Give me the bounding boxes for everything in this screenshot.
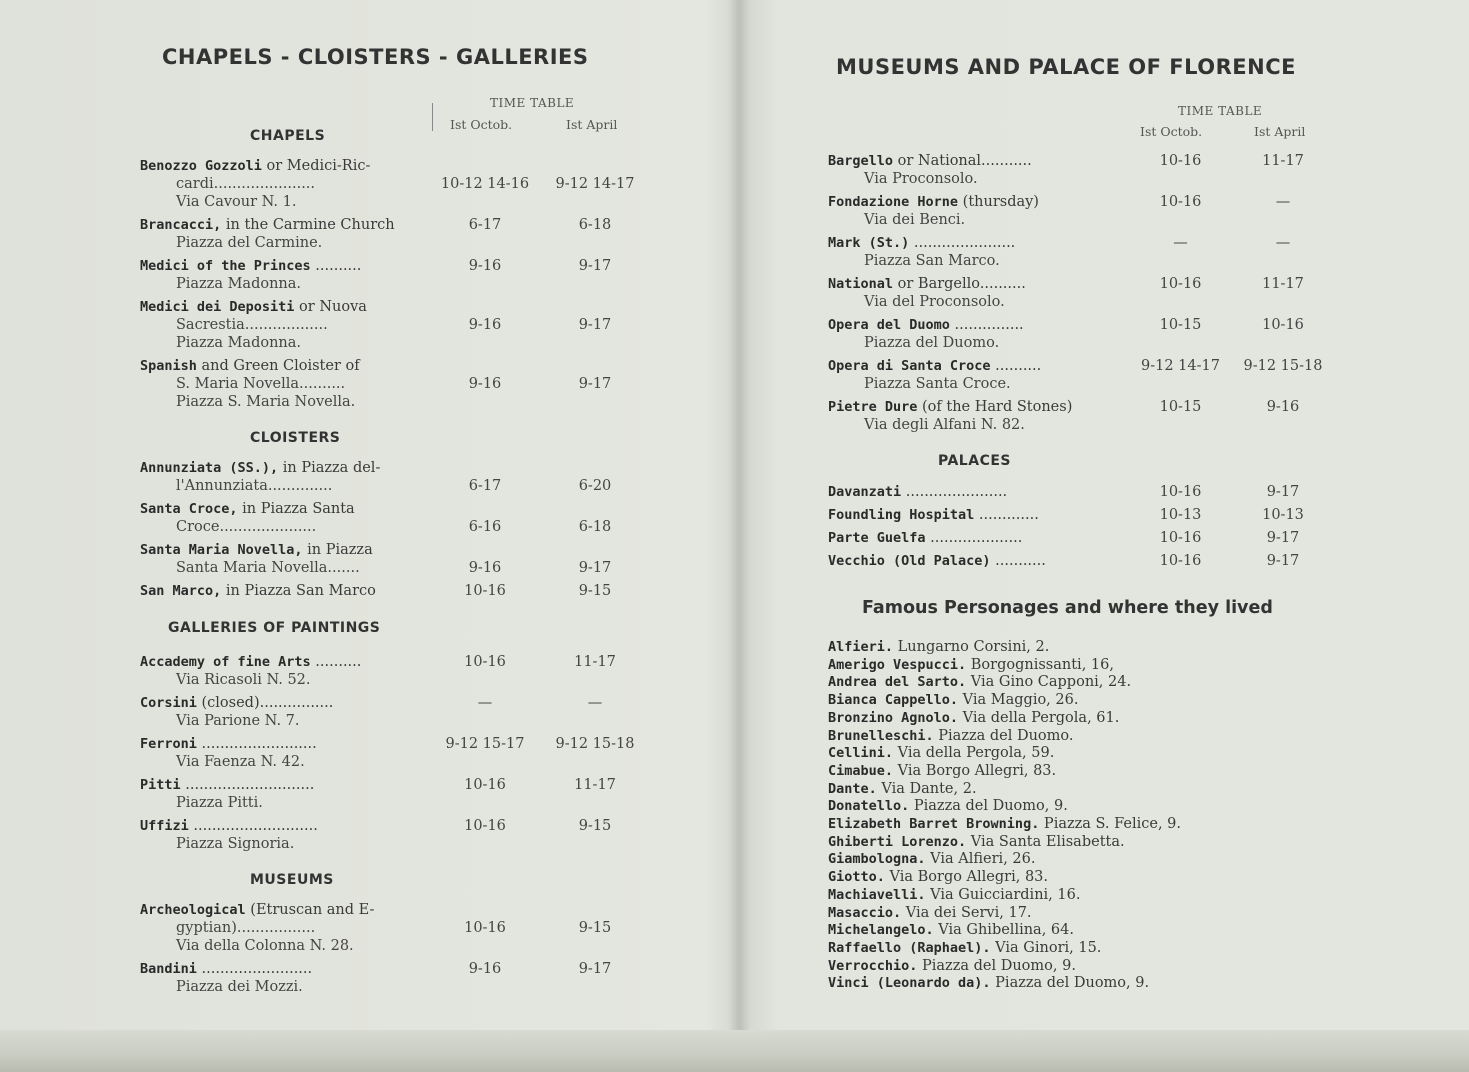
entry-line	[140, 817, 640, 835]
hours-october: 10-16	[1159, 276, 1202, 292]
entry-address: Piazza Signoria.	[176, 836, 295, 852]
person-address: Via Alfieri, 26.	[925, 851, 1036, 868]
entry-continuation: Sacrestia.................. 9-16 9-17	[140, 316, 640, 334]
entry-name: Parte Guelfa	[828, 530, 926, 546]
entry-line	[140, 776, 640, 794]
hours-april: 10-16	[1262, 317, 1304, 333]
entry-name: Vecchio (Old Palace)	[828, 553, 991, 569]
timetable-entry	[140, 901, 640, 955]
famous-person	[828, 940, 1101, 958]
hours-october: 10-15	[1159, 317, 1202, 333]
hours-october: 9-16	[468, 560, 502, 576]
entry-desc: ..........	[990, 358, 1042, 374]
entry-address: Piazza del Duomo.	[864, 335, 1000, 351]
section-heading: CHAPELS	[250, 128, 326, 144]
famous-person	[828, 975, 1149, 993]
hours-april: 9-12 15-18	[1243, 358, 1323, 374]
entry-address: Via dei Benci.	[864, 212, 966, 228]
entry-desc: ......................	[909, 235, 1016, 251]
timetable-entry	[140, 582, 640, 600]
entry-line	[828, 552, 1338, 570]
person-name: Cellini.	[828, 745, 894, 762]
famous-person	[828, 781, 977, 799]
timetable-entry	[828, 316, 1338, 352]
entry-line	[140, 653, 640, 671]
famous-person	[828, 834, 1125, 852]
entry-line	[828, 529, 1338, 547]
entry-name: Opera del Duomo	[828, 317, 950, 333]
entry-address: Via Cavour N. 1.	[176, 194, 297, 210]
entry-line	[140, 541, 640, 559]
entry-name: Mark (St.)	[828, 235, 910, 251]
entry-line	[828, 152, 1338, 170]
person-address: Via dei Servi, 17.	[901, 904, 1032, 921]
famous-person	[828, 905, 1032, 923]
entry-desc: in Piazza del-	[278, 460, 381, 476]
entry-desc: .........................	[196, 736, 317, 752]
entry-address: Via degli Alfani N. 82.	[864, 417, 1025, 433]
entry-name: Medici of the Princes	[140, 258, 311, 274]
person-address: Via Borgo Allegri, 83.	[884, 869, 1049, 886]
timetable-entry	[828, 152, 1338, 188]
person-address: Via Gino Capponi, 24.	[966, 674, 1132, 691]
hours-october: 9-12 14-17	[1141, 358, 1220, 374]
palace-entry	[828, 529, 1338, 547]
person-address: Via della Pergola, 59.	[893, 745, 1055, 762]
entry-name: Opera di Santa Croce	[828, 358, 991, 374]
entry-line	[140, 157, 640, 175]
famous-person	[828, 745, 1054, 763]
entry-continuation: gyptian)................. 10-16 9-15	[140, 919, 640, 937]
paper-bottom-edge	[0, 1030, 1469, 1072]
hours-april: 9-17	[578, 560, 612, 576]
entry-line	[140, 257, 640, 275]
person-address: Via della Pergola, 61.	[958, 709, 1120, 726]
entry-desc: and Green Cloister of	[196, 358, 360, 374]
col-april-heading: Ist April	[1254, 124, 1306, 139]
entry-name: Fondazione Horne	[828, 194, 959, 210]
hours-october: 10-16	[464, 920, 506, 936]
col-october-heading: Ist Octob.	[1140, 124, 1203, 139]
entry-address: Piazza Madonna.	[176, 276, 302, 292]
person-name: Bronzino Agnolo.	[828, 709, 959, 726]
entry-line	[828, 483, 1338, 501]
entry-name: Archeological	[140, 902, 246, 918]
entry-desc: ...........	[990, 553, 1046, 569]
hours-october: 9-16	[468, 376, 502, 392]
timetable-entry	[140, 298, 640, 352]
entry-desc: (thursday)	[958, 194, 1039, 210]
hours-april: 9-17	[578, 961, 612, 977]
famous-person	[828, 674, 1131, 692]
person-name: Elizabeth Barret Browning.	[828, 816, 1040, 832]
entry-desc: in the Carmine Church	[221, 217, 395, 233]
hours-october: 10-16	[464, 583, 506, 599]
entry-line	[828, 506, 1338, 524]
entry-continuation: cardi...................... 10-12 14-16 9-12 14-17	[140, 175, 640, 193]
person-address: Piazza del Duomo, 9.	[909, 798, 1068, 815]
entry-name: Benozzo Gozzoli	[140, 158, 262, 174]
person-address: Via Maggio, 26.	[958, 692, 1079, 709]
person-name: Brunelleschi.	[828, 727, 934, 744]
person-address: Via Guicciardini, 16.	[925, 886, 1081, 903]
famous-person	[828, 728, 1074, 746]
hours-october: 10-16	[464, 777, 506, 793]
timetable-entry	[828, 193, 1338, 229]
entry-line	[140, 694, 640, 712]
person-name: Michelangelo.	[828, 922, 934, 939]
hours-october: —	[477, 695, 493, 711]
entry-desc: ........................	[196, 961, 313, 977]
hours-april: 9-12 15-18	[555, 736, 635, 752]
person-address: Piazza del Duomo, 9.	[917, 957, 1076, 974]
hours-april: 11-17	[1262, 153, 1304, 169]
entry-line	[140, 357, 640, 375]
entry-desc: in Piazza Santa	[237, 501, 355, 517]
person-name: Machiavelli.	[828, 886, 926, 903]
famous-person	[828, 869, 1048, 887]
person-address: Piazza del Duomo.	[933, 727, 1074, 744]
person-address: Via Borgo Allegri, 83.	[893, 762, 1057, 779]
entry-desc: in Piazza San Marco	[221, 583, 376, 599]
hours-october: 9-16	[468, 961, 502, 977]
timetable-entry	[140, 694, 640, 730]
entry-desc: ..........	[310, 258, 362, 274]
person-address: Via Dante, 2.	[876, 780, 977, 797]
entry-desc: ..........	[310, 654, 362, 670]
entry-desc: ....................	[925, 530, 1023, 546]
entry-address: Via della Colonna N. 28.	[176, 938, 354, 954]
hours-october: 10-12 14-16	[440, 176, 530, 192]
entry-desc: or National...........	[893, 153, 1032, 169]
hours-april: —	[1275, 235, 1291, 251]
timetable-entry	[140, 357, 640, 411]
entry-desc: (Etruscan and E-	[245, 902, 375, 918]
hours-april: 9-15	[578, 818, 612, 834]
hours-april: 9-17	[578, 376, 612, 392]
hours-october: 10-16	[464, 654, 506, 670]
person-name: Ghiberti Lorenzo.	[828, 833, 967, 850]
palace-entry	[828, 552, 1338, 570]
entry-desc: .............	[974, 507, 1039, 523]
entry-desc: or Bargello..........	[893, 276, 1026, 292]
hours-april: 9-15	[578, 583, 612, 599]
famous-personages-heading: Famous Personages and where they lived	[862, 598, 1273, 618]
hours-april: 9-15	[578, 920, 612, 936]
hours-april: 9-17	[1266, 530, 1300, 546]
hours-october: 10-13	[1159, 507, 1202, 523]
entry-continuation: l'Annunziata.............. 6-17 6-20	[140, 477, 640, 495]
entry-name: Uffizi	[140, 818, 189, 834]
entry-continuation: Santa Maria Novella....... 9-16 9-17	[140, 559, 640, 577]
entry-address: Piazza San Marco.	[864, 253, 1000, 269]
entry-line	[140, 582, 640, 600]
timetable-entry	[140, 776, 640, 812]
entry-address: Via Proconsolo.	[864, 171, 978, 187]
hours-april: 9-17	[578, 317, 612, 333]
entry-name: Pietre Dure	[828, 399, 918, 415]
entry-line	[140, 500, 640, 518]
entry-name: Pitti	[140, 777, 181, 793]
person-address: Via Ginori, 15.	[990, 939, 1102, 956]
hours-april: 9-17	[1266, 553, 1300, 569]
hours-october: 6-17	[468, 217, 502, 233]
hours-october: 10-16	[1159, 194, 1202, 210]
famous-person	[828, 657, 1114, 675]
person-name: Giambologna.	[828, 851, 926, 868]
entry-line	[828, 316, 1338, 334]
timetable-entry	[828, 275, 1338, 311]
person-name: Dante.	[828, 780, 877, 797]
palace-entry	[828, 506, 1338, 524]
entry-name: Annunziata (SS.),	[140, 460, 279, 476]
entry-desc: ............................	[180, 777, 315, 793]
section-heading: CLOISTERS	[250, 430, 341, 446]
person-address: Piazza del Duomo, 9.	[990, 975, 1150, 992]
timetable-entry	[140, 541, 640, 577]
person-name: Verrocchio.	[828, 957, 918, 974]
hours-october: 10-16	[1159, 484, 1202, 500]
column-divider	[432, 103, 433, 131]
hours-april: 6-20	[578, 478, 612, 494]
person-address: Borgognissanti, 16,	[966, 656, 1114, 673]
entry-continuation: Croce..................... 6-16 6-18	[140, 518, 640, 536]
person-address: Via Santa Elisabetta.	[966, 833, 1125, 850]
timetable-entry	[828, 398, 1338, 434]
entry-name: Santa Croce,	[140, 501, 238, 517]
entry-name: Bandini	[140, 961, 197, 977]
hours-april: —	[587, 695, 603, 711]
person-name: Masaccio.	[828, 904, 902, 921]
entry-address: Piazza S. Maria Novella.	[176, 394, 356, 410]
hours-april: —	[1275, 194, 1291, 210]
entry-line	[828, 193, 1338, 211]
hours-april: 10-13	[1262, 507, 1304, 523]
entry-desc: ...............	[949, 317, 1024, 333]
entry-name: Brancacci,	[140, 217, 222, 233]
entry-line	[828, 357, 1338, 375]
entry-name: Davanzati	[828, 484, 902, 500]
hours-october: 9-16	[468, 317, 502, 333]
hours-october: 9-16	[468, 258, 502, 274]
entry-address: Piazza Madonna.	[176, 335, 302, 351]
person-name: Cimabue.	[828, 762, 894, 779]
entry-desc: (closed)................	[196, 695, 334, 711]
entry-line	[140, 960, 640, 978]
hours-october: 10-16	[1159, 530, 1202, 546]
person-name: Amerigo Vespucci.	[828, 656, 967, 673]
timetable-entry	[140, 257, 640, 293]
hours-april: 9-17	[578, 258, 612, 274]
famous-person	[828, 958, 1076, 976]
hours-october: 6-17	[468, 478, 502, 494]
palaces-heading: PALACES	[938, 453, 1011, 469]
center-fold	[728, 0, 750, 1072]
entry-name: Accademy of fine Arts	[140, 654, 311, 670]
timetable-entry	[140, 735, 640, 771]
hours-april: 9-16	[1266, 399, 1300, 415]
entry-desc: ...........................	[188, 818, 318, 834]
person-name: Raffaello (Raphael).	[828, 939, 991, 956]
entry-name: San Marco,	[140, 583, 222, 599]
famous-person	[828, 851, 1035, 869]
time-table-heading: TIME TABLE	[1178, 104, 1263, 118]
famous-person	[828, 763, 1056, 781]
person-name: Alfieri.	[828, 639, 894, 655]
entry-name: Spanish	[140, 358, 197, 374]
col-october-heading: Ist Octob.	[450, 117, 513, 132]
hours-april: 9-17	[1266, 484, 1300, 500]
entry-line	[828, 234, 1338, 252]
hours-october: 10-15	[1159, 399, 1202, 415]
person-name: Giotto.	[828, 869, 885, 886]
entry-desc: ......................	[901, 484, 1008, 500]
person-address: Lungarno Corsini, 2.	[893, 639, 1050, 655]
section-heading: MUSEUMS	[250, 872, 334, 888]
entry-name: Foundling Hospital	[828, 507, 975, 523]
entry-desc: or Medici-Ric-	[261, 158, 371, 174]
entry-address: Via del Proconsolo.	[864, 294, 1005, 310]
entry-desc: in Piazza	[302, 542, 373, 558]
timetable-entry	[140, 960, 640, 996]
famous-person	[828, 798, 1068, 816]
time-table-heading: TIME TABLE	[490, 96, 575, 110]
famous-person	[828, 692, 1078, 710]
entry-line	[140, 216, 640, 234]
famous-person	[828, 887, 1080, 905]
person-name: Bianca Cappello.	[828, 692, 959, 709]
entry-name: Ferroni	[140, 736, 197, 752]
famous-person	[828, 639, 1049, 657]
hours-april: 11-17	[1262, 276, 1304, 292]
hours-october: 6-16	[468, 519, 502, 535]
timetable-entry	[140, 500, 640, 536]
hours-april: 9-12 14-17	[555, 176, 635, 192]
entry-name: Corsini	[140, 695, 197, 711]
entry-address: Piazza Pitti.	[176, 795, 263, 811]
entry-address: Via Parione N. 7.	[176, 713, 300, 729]
person-name: Andrea del Sarto.	[828, 674, 967, 691]
hours-april: 6-18	[578, 217, 612, 233]
entry-line	[828, 398, 1338, 416]
palace-entry	[828, 483, 1338, 501]
entry-line	[140, 735, 640, 753]
entry-name: Medici dei Depositi	[140, 299, 295, 315]
timetable-entry	[828, 234, 1338, 270]
entry-line	[140, 459, 640, 477]
entry-desc: or Nuova	[294, 299, 367, 315]
hours-october: 10-16	[1159, 153, 1202, 169]
famous-person	[828, 816, 1181, 834]
col-april-heading: Ist April	[566, 117, 618, 132]
entry-line	[828, 275, 1338, 293]
right-page-title: MUSEUMS AND PALACE OF FLORENCE	[836, 55, 1296, 79]
entry-address: Piazza del Carmine.	[176, 235, 323, 251]
entry-address: Piazza Santa Croce.	[864, 376, 1011, 392]
person-name: Vinci (Leonardo da).	[828, 975, 991, 992]
left-page-title: CHAPELS - CLOISTERS - GALLERIES	[162, 45, 589, 69]
timetable-entry	[140, 216, 640, 252]
timetable-entry	[140, 157, 640, 211]
famous-person	[828, 922, 1074, 940]
entry-line	[140, 901, 640, 919]
entry-address: Piazza dei Mozzi.	[176, 979, 303, 995]
timetable-entry	[140, 653, 640, 689]
entry-address: Via Ricasoli N. 52.	[176, 672, 311, 688]
entry-name: Santa Maria Novella,	[140, 542, 303, 558]
timetable-entry	[828, 357, 1338, 393]
entry-address: Via Faenza N. 42.	[176, 754, 305, 770]
hours-october: 9-12 15-17	[445, 736, 525, 752]
hours-april: 11-17	[574, 777, 616, 793]
entry-name: National	[828, 276, 894, 292]
famous-person	[828, 710, 1119, 728]
person-name: Donatello.	[828, 798, 910, 815]
hours-october: —	[1173, 235, 1188, 251]
hours-october: 10-16	[1159, 553, 1202, 569]
timetable-entry	[140, 817, 640, 853]
hours-april: 6-18	[578, 519, 612, 535]
person-address: Piazza S. Felice, 9.	[1039, 816, 1182, 832]
hours-october: 10-16	[464, 818, 506, 834]
timetable-entry	[140, 459, 640, 495]
hours-april: 11-17	[574, 654, 616, 670]
entry-line	[140, 298, 640, 316]
section-heading: GALLERIES OF PAINTINGS	[168, 620, 381, 636]
entry-name: Bargello	[828, 153, 894, 169]
entry-desc: (of the Hard Stones)	[917, 399, 1073, 415]
entry-continuation: S. Maria Novella.......... 9-16 9-17	[140, 375, 640, 393]
person-address: Via Ghibellina, 64.	[933, 922, 1074, 939]
